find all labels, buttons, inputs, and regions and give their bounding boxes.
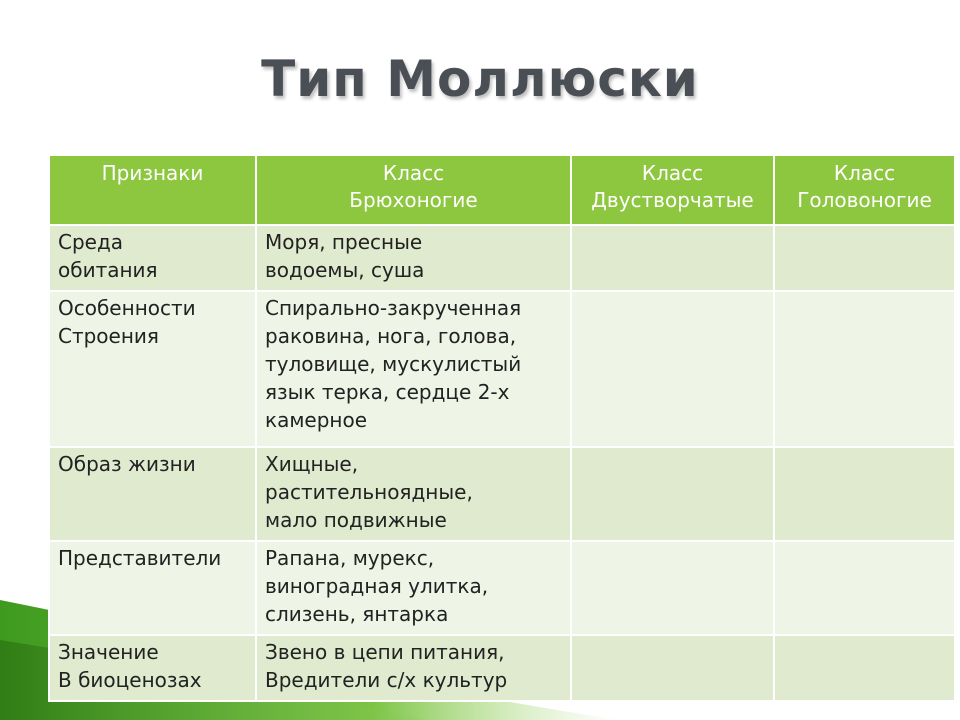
cell-feature: Особенности Строения (49, 291, 256, 447)
cell-gastropods: Спирально-закрученная раковина, нога, голова, туловище, мускулистый язык терка, сердце 2-х камерное (256, 291, 571, 447)
cell-gastropods: Звено в цепи питания, Вредители с/х культур (256, 635, 571, 701)
cell-cephalopods (774, 541, 955, 635)
cell-feature: Среда обитания (49, 225, 256, 291)
cell-cephalopods (774, 447, 955, 541)
page-title: Тип Моллюски (261, 50, 699, 108)
table-row (49, 541, 955, 635)
cell-bivalves (571, 541, 774, 635)
header-cephalopods: Класс Головоногие (774, 155, 955, 225)
cell-feature: Образ жизни (49, 447, 256, 541)
cell-gastropods: Моря, пресные водоемы, суша (256, 225, 571, 291)
table-row (49, 635, 955, 701)
cell-gastropods: Рапана, мурекс, виноградная улитка, слизень, янтарка (256, 541, 571, 635)
cell-cephalopods (774, 225, 955, 291)
cell-bivalves (571, 635, 774, 701)
cell-bivalves (571, 225, 774, 291)
cell-cephalopods (774, 291, 955, 447)
cell-bivalves (571, 291, 774, 447)
header-gastropods: Класс Брюхоногие (256, 155, 571, 225)
mollusks-table (48, 154, 956, 702)
cell-cephalopods (774, 635, 955, 701)
header-bivalves: Класс Двустворчатые (571, 155, 774, 225)
table-row (49, 225, 955, 291)
table-row (49, 447, 955, 541)
cell-feature: Значение В биоценозах (49, 635, 256, 701)
cell-gastropods: Хищные, растительноядные, мало подвижные (256, 447, 571, 541)
table-row (49, 291, 955, 447)
header-features: Признаки (49, 155, 256, 225)
table-header-row (49, 155, 955, 225)
cell-feature: Представители (49, 541, 256, 635)
cell-bivalves (571, 447, 774, 541)
